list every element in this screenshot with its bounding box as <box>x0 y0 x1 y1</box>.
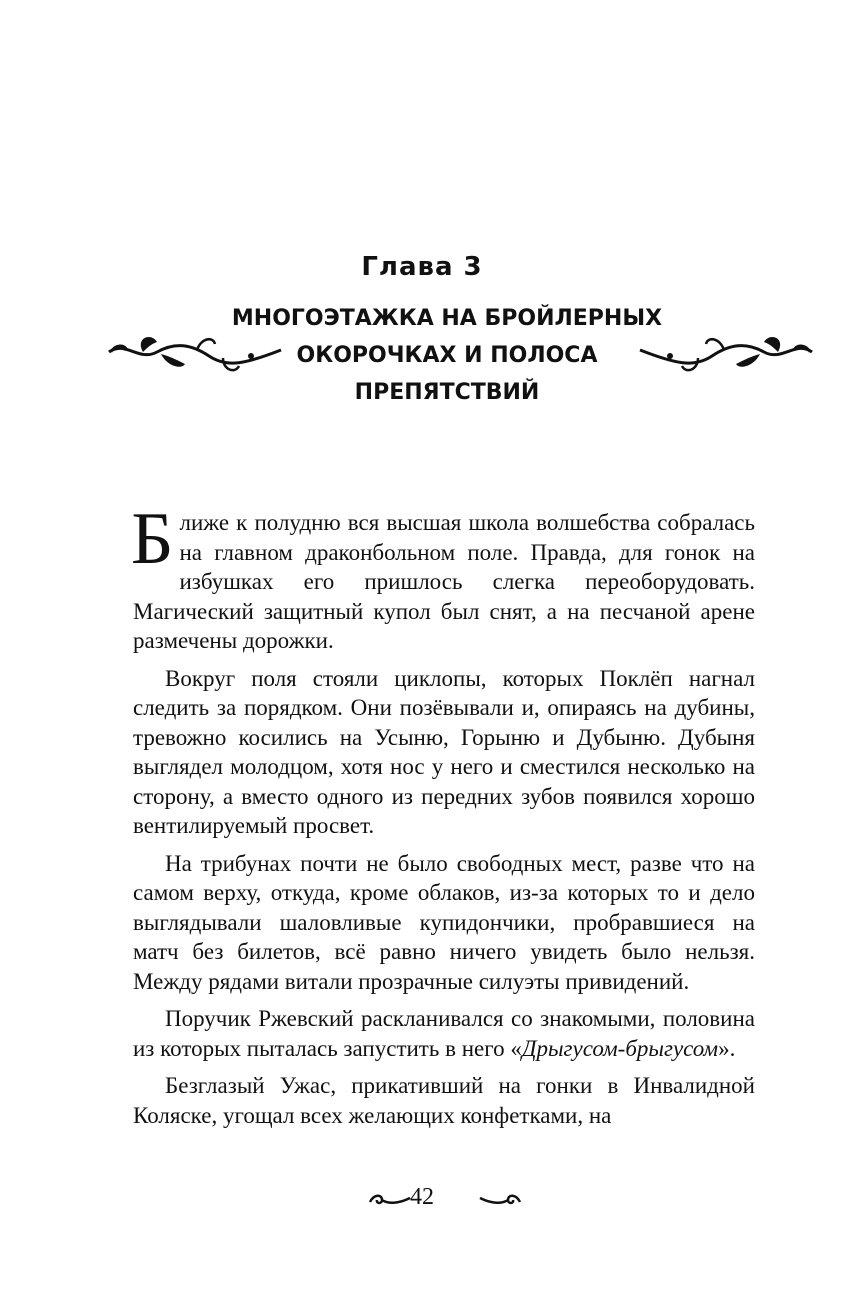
paragraph-4-spell-name: Дрыгусом-брыгусом <box>521 1035 719 1061</box>
chapter-title-line-1: МНОГОЭТАЖКА НА БРОЙЛЕРНЫХ <box>231 306 663 331</box>
drop-cap: Б <box>131 498 174 580</box>
chapter-title-line-2: ОКОРОЧКАХ И ПОЛОСА <box>296 343 598 368</box>
page-footer <box>0 1184 844 1216</box>
paragraph-4 <box>133 1004 755 1063</box>
paragraph-4-text-after: ». <box>718 1035 736 1061</box>
paragraph-2: Вокруг поля стояли циклопы, которых Поклёп нагнал следить за порядком. Они позёвывали и, опираясь на дубины, тревожно косились на Усыню, Горыню и Дубыню. Дубыня выглядел молодцом, хотя нос у него и сместился несколько на сторону, а вместо одного из передних зубов появился хорошо вентилируемый просвет. <box>133 665 755 838</box>
right-flourish-icon <box>478 1190 522 1210</box>
paragraph-5: Безглазый Ужас, прикативший на гонки в Инвалидной Коляске, угощал всех желающих конфетками, на <box>133 1073 755 1128</box>
paragraph-4-text-before: Поручик Ржевский раскланивался со знакомыми, половина из которых пыталась запустить в него « <box>133 1006 755 1061</box>
chapter-label: Глава 3 <box>361 252 483 282</box>
chapter-title <box>222 300 672 411</box>
right-vine-ornament <box>636 326 816 382</box>
chapter-title-line-3: ПРЕПЯТСТВИЙ <box>354 380 540 405</box>
page-number: 42 <box>410 1184 434 1210</box>
paragraph-1 <box>131 498 755 656</box>
body-text <box>131 498 755 1138</box>
paragraph-1-text: лиже к полудню вся высшая школа волшебства собралась на главном драконбольном поле. Правда, для гонок на избушках его пришлось слегка переоборудовать. Магический защитный купол был снят, а на песчаной арене размечены дорожки. <box>133 510 755 653</box>
paragraph-3: На трибунах почти не было свободных мест, разве что на самом верху, откуда, кроме облаков, из-за которых то и дело выглядывали шаловливые купидончики, пробравшиеся на матч без билетов, всё равно ничего увидеть было нельзя. Между рядами витали прозрачные силуэты привидений. <box>133 850 755 994</box>
